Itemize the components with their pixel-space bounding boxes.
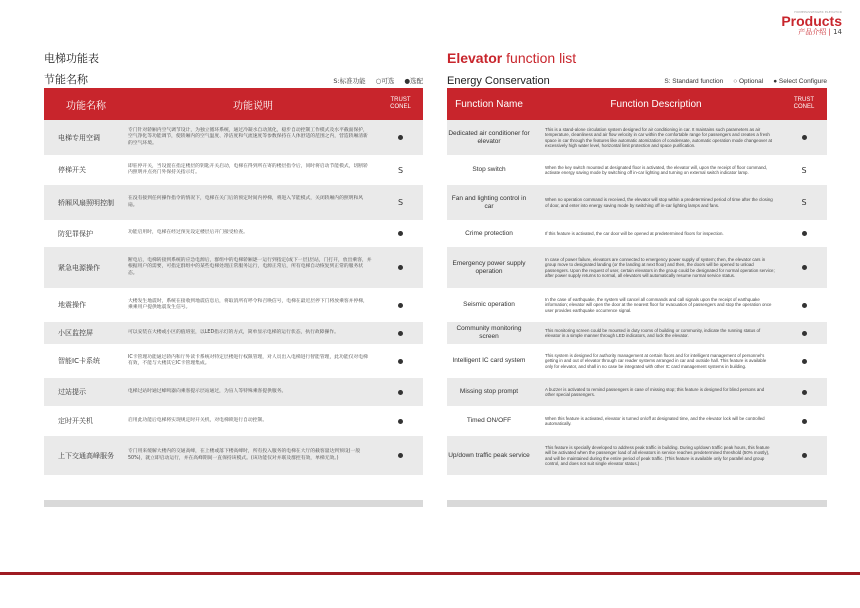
- function-description: 专门针对轿厢内空气调节设计，为独立循环系统，通过冷凝水自动蒸化，稳步自动控制工作模式及水平截面保护，空气净化等功能调节，使轿厢内的空气温度、净洁度和气流速度等参数保持在人体舒适的范围之内，营造轿厢清新的空气环境。: [128, 127, 368, 146]
- header-function-desc: Function Description: [610, 98, 702, 110]
- legend-standard: S:标准功能: [333, 77, 366, 85]
- section-title-en: Energy Conservation: [447, 75, 550, 87]
- table-row: [44, 289, 423, 322]
- function-description: In case of power failure, elevators are connected to emergency power supply of system; then, the elevator cars in group move to designated landing (or the landing at next floor) and then, the doors will be opened to unload passengers. Upon the request of user, certain elevators in the group could be designated for normal operation service; after power supply returns to normal, all elevators will automatically resume normal service status.: [545, 257, 775, 278]
- function-description: 即驻停开关，当设置在指定楼层的钥匙开关启动，电梯在得到所在寄的楼层指令后，同时将启动节能模式，切断轿内照明并点亮门外保持关指示灯。: [128, 163, 368, 175]
- function-name: Crime protection: [465, 229, 513, 237]
- standard-mark: S: [397, 198, 404, 207]
- select-dot-icon: [802, 453, 807, 458]
- legend-cn: [333, 76, 423, 87]
- table-row: [447, 407, 827, 436]
- function-name: Missing stop prompt: [459, 388, 519, 395]
- table-footer-bar: [447, 500, 827, 507]
- select-dot-icon: [398, 359, 403, 364]
- standard-mark: [781, 229, 827, 238]
- table-row: [44, 120, 423, 156]
- table-row: [447, 221, 827, 247]
- function-name: 电梯专用空调: [58, 133, 100, 142]
- select-dot-icon: [398, 231, 403, 236]
- function-description: 大楼发生地震时，系统在接收到地震信息后，将取消所有呼令和召唤信号，电梯在最近层停下门将放乘客并停梯，乘乘用户提供地震发生信号。: [128, 298, 368, 310]
- function-description: In the case of earthquake, the system will cancel all commands and call signals upon the receipt of earthquake information; elevator will open the door at the nearest floor for evacuation of passengers and stop the operation once user provides earthquake occurrence signal.: [545, 297, 772, 313]
- function-description: 专门用来缓解大楼内的交通高峰，在上楼或落下楼高峰时，所有投入服务的电梯在大厅的截客量达到预设(一般50%)，就立即启动运行，并在高峰期间一直保持该模式。(该功能仅对并联及群控有效，单梯无效。): [128, 449, 361, 461]
- function-name: 过站提示: [58, 388, 86, 396]
- table-row: [447, 436, 827, 476]
- table-row: [44, 221, 423, 247]
- page-title-en: Elevator function list: [447, 50, 577, 66]
- function-description: 断电后，电梯转接到系统的应急电源后，群组中的电梯轿厢逐一运行到指定(或下一层)层站，门打开，放出乘客，并根据用户的需要，可指定群组中的某些电梯处理正常服务运行，电源正常后，所有电梯自动恢复到正常的服务状态。: [128, 257, 372, 276]
- table-row: [447, 378, 827, 407]
- function-name: Timed ON/OFF: [466, 417, 512, 424]
- standard-mark: [781, 301, 827, 310]
- table-row: [447, 185, 827, 221]
- select-dot-icon: [398, 265, 403, 270]
- standard-mark: [781, 329, 827, 338]
- function-description: This is a stand-alone circulation system designed for air conditioning in car. It maintains such parameters as air temperature, cleanliness and air flow velocity in car within the comfortable range for passengers and creates a fresh space in car through the features like automatic atomization of condensate, automatic operation mode changeover at excessively high water level, horizontal limit protection and space purification.: [545, 127, 772, 148]
- table-header: [447, 88, 827, 120]
- select-dot-icon: [802, 135, 807, 140]
- function-description: This system is designed for authority management at certain floors and for intelligent management of personnel's getting in and out of elevator through car reader systems arranged in car and outside hall. This feature is available only for elevator, and shall in no case be integrated with other IC card management systems in building.: [545, 353, 767, 369]
- function-description: When the key switch mounted at designated floor is activated, the elevator will, upon the receipt of floor command, activate energy saving mode by switching off in-car lighting and turning on external switch indicator lamp.: [545, 164, 768, 175]
- function-description: A buzzer is activated to remind passengers in case of missing stop; this feature is designed for blind persons and other special passengers.: [545, 386, 765, 397]
- standard-mark: [781, 417, 827, 426]
- function-name: 小区监控屏: [58, 329, 93, 337]
- function-description: This monitoring screen could be mounted in duty rooms of building or community, indicate the running status of elevator in a simple manner through LED indicators, and lock the elevator.: [545, 327, 761, 338]
- table-row: [447, 345, 827, 378]
- standard-mark: [781, 263, 827, 272]
- function-name: 停梯开关: [58, 166, 86, 174]
- select-dot-icon: [398, 331, 403, 336]
- standard-mark: [378, 301, 423, 310]
- table-row: [44, 378, 423, 407]
- table-row: [447, 120, 827, 156]
- table-row: [44, 156, 423, 185]
- table-row: [44, 407, 423, 436]
- section-title-cn: 节能名称: [44, 73, 88, 86]
- function-description: 功能启用时，电梯在经过预先设定楼层后开门接受检查。: [128, 230, 248, 236]
- select-dot-icon: [802, 390, 807, 395]
- table-row: [44, 247, 423, 289]
- function-name: 轿厢风扇照明控制: [58, 198, 114, 207]
- standard-mark: [378, 388, 423, 397]
- function-description: When no operation command is received, the elevator will stop within a predetermined period of time after the closing of door, and enter into energy saving mode by switching off in-car lighting lamps and fans.: [545, 197, 773, 208]
- function-description: This feature is specially developed to address peak traffic in building. During up/down traffic peak hours, this feature will be activated when the passenger load of all elevators in service reaches predetermined threshold (50% mostly), and will be maintained during the entire period of peak traffic. (This feature is available only for parallel and group control, and does not suit single elevator status.): [545, 445, 770, 466]
- select-dot-icon: [802, 303, 807, 308]
- standard-mark: [378, 263, 423, 272]
- table-row: [447, 289, 827, 322]
- brand-subtitle: 产品介绍 | 14: [798, 28, 842, 36]
- function-description: When this feature is activated, elevator is turned on/off at designated time, and the elevator lock will be controlled automatically.: [545, 415, 765, 426]
- function-name: Dedicated air conditioner for elevator: [448, 129, 530, 145]
- standard-mark: S: [397, 165, 404, 175]
- legend-select: ● Select Configure: [773, 78, 827, 85]
- legend-en: [664, 78, 827, 87]
- function-description: 启用此功能后电梯将实现规定时开关机，对电梯锁进行自动控制。: [128, 417, 268, 423]
- standard-mark: [378, 357, 423, 366]
- legend-select: ●选配: [404, 77, 423, 85]
- standard-mark: S: [801, 165, 807, 175]
- function-description: IC卡管理功能通过轿内和厅外读卡系统对特定层楼进行权限管理，对人员出入电梯进行智能管理，此功能仅对电梯有效，不能与大楼其它IC卡管理集成。: [128, 354, 368, 366]
- legend-standard: S: Standard function: [664, 78, 724, 85]
- function-name: 上下交通高峰服务: [58, 451, 114, 460]
- table-row: [44, 345, 423, 378]
- select-dot-icon: [802, 331, 807, 336]
- function-name: Seismic operation: [463, 301, 515, 308]
- table-row: [447, 156, 827, 185]
- select-dot-icon: [398, 419, 403, 424]
- page-number: 14: [833, 28, 842, 36]
- table-body: [44, 120, 423, 476]
- function-name: Community monitoring screen: [456, 325, 522, 340]
- table-row: [44, 436, 423, 476]
- select-dot-icon: [802, 419, 807, 424]
- header-function-name: 功能名称: [66, 100, 106, 112]
- select-dot-icon: [398, 453, 403, 458]
- function-name: 地震操作: [58, 301, 86, 309]
- function-name: Intelligent IC card system: [452, 357, 526, 364]
- standard-mark: [378, 451, 423, 460]
- select-dot-icon: [802, 265, 807, 270]
- page-title-cn: 电梯功能表: [44, 52, 99, 65]
- select-dot-icon: [802, 231, 807, 236]
- table-body: [447, 120, 827, 476]
- function-description: 电梯过站时通过蜂鸣器向乘客提示层站通过，为盲人等特殊乘客提供服务。: [128, 388, 287, 394]
- header-standard: TRUST CONEL: [390, 97, 411, 110]
- table-row: [44, 185, 423, 221]
- function-name: 智能IC卡系统: [58, 357, 100, 365]
- function-name: Stop switch: [472, 166, 506, 173]
- standard-mark: [781, 133, 827, 142]
- select-dot-icon: [398, 135, 403, 140]
- function-table-cn: [44, 50, 423, 476]
- function-name: 防犯罪保护: [58, 229, 93, 238]
- select-dot-icon: [398, 303, 403, 308]
- select-dot-icon: [802, 359, 807, 364]
- brand-tagline: HOMEPASSENGER ELEVATOR: [794, 10, 842, 14]
- function-description: If this feature is activated, the car door will be opened at predetermined floors for inspection.: [545, 230, 724, 236]
- table-footer-bar: [44, 500, 423, 507]
- standard-mark: [781, 388, 827, 397]
- table-row: [447, 322, 827, 345]
- brand-title: Products: [781, 13, 842, 29]
- header-function-desc: 功能说明: [233, 100, 273, 112]
- standard-mark: [781, 357, 827, 366]
- standard-mark: [378, 417, 423, 426]
- function-description: 可以安装在大楼或小区的值班室，以LED指示灯的方式，简单显示电梯的运行状态，执行故障操作。: [128, 329, 339, 335]
- function-name: Emergency power supply operation: [452, 259, 526, 275]
- function-table-en: [447, 50, 827, 476]
- table-row: [44, 322, 423, 345]
- header-standard: TRUST CONEL: [793, 97, 815, 110]
- standard-mark: [378, 133, 423, 142]
- function-name: Up/down traffic peak service: [448, 451, 530, 459]
- function-name: Fan and lighting control in car: [451, 194, 527, 210]
- select-dot-icon: [398, 390, 403, 395]
- brand-block: [781, 10, 842, 37]
- table-header: [44, 88, 423, 120]
- standard-mark: [378, 229, 423, 238]
- table-row: [447, 247, 827, 289]
- header-function-name: Function Name: [455, 98, 523, 110]
- function-name: 定时开关机: [58, 417, 93, 425]
- legend-optional: ○ Optional: [733, 78, 764, 85]
- standard-mark: S: [801, 198, 807, 207]
- legend-optional: ○可选: [375, 77, 395, 85]
- page-bottom-rule: [0, 572, 860, 575]
- standard-mark: [378, 329, 423, 338]
- function-name: 紧急电源操作: [58, 263, 100, 272]
- standard-mark: [781, 451, 827, 460]
- function-description: 在没有接到任何操作指令的情况下，电梯在关门后的预定时间内停梯，将进入节能模式，关闭轿厢内的照明和风扇。: [128, 196, 364, 208]
